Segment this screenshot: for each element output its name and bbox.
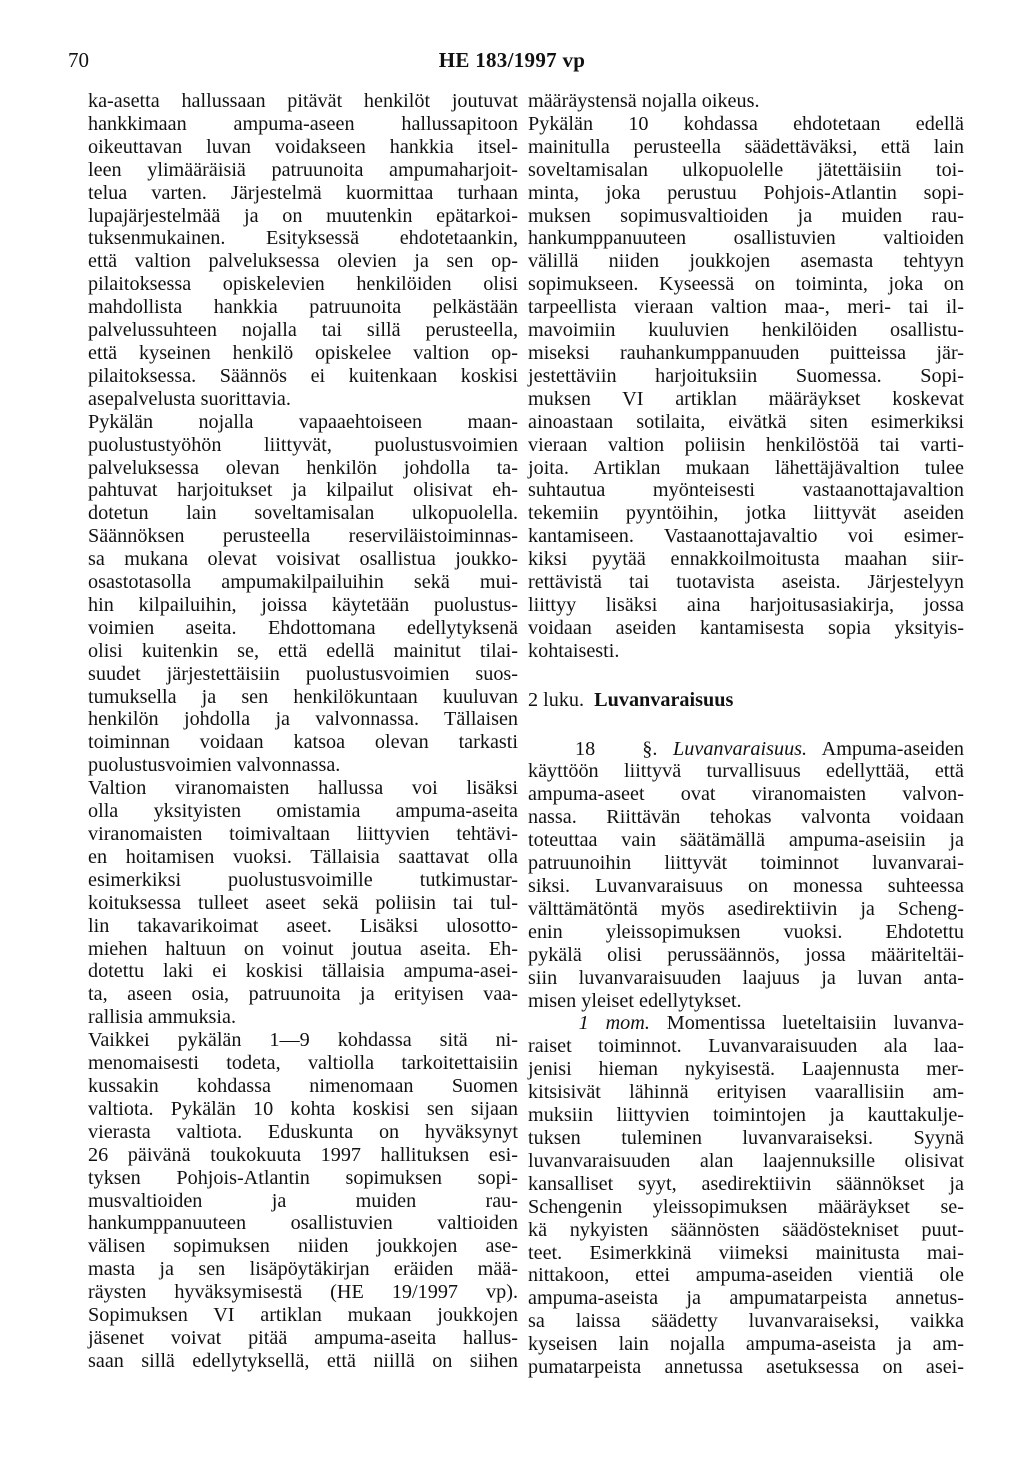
text-line: muksen VI artiklan määräykset koskevat [528, 387, 964, 410]
text-line: miehen haltuun on voinut joutua aseita. Eh- [88, 937, 518, 960]
chapter-number: 2 luku. [528, 688, 585, 711]
text-line: vieraan valtion poliisin henkilöstöä tai varti- [528, 433, 964, 456]
text-line: asepalvelusta suorittavia. [88, 387, 291, 410]
text-line: käyttöön liittyvä turvallisuus edellyttää, että [528, 760, 964, 783]
text-line: vierasta valtiota. Eduskunta on hyväksynyt [88, 1120, 518, 1143]
text-line: mainitulla perusteella säädettäväksi, että lain [528, 135, 964, 158]
text-line: että valtion palveluksessa olevien ja sen op- [88, 250, 518, 273]
text-line: palvelussuhteen nojalla tai sillä perusteella, [88, 319, 518, 342]
section-title: Luvanvaraisuus. [673, 737, 808, 760]
text-line: Säännöksen perusteella reserviläistoiminnas- [88, 525, 518, 548]
text-line: rallisia ammuksia. [88, 1006, 237, 1029]
text-line: Pykälän nojalla vapaaehtoiseen maan- [88, 410, 518, 433]
text-line: esimerkiksi puolustusvoimille tutkimustar- [88, 868, 518, 891]
text-line: kitsisivät lähinnä erityisen vaarallisiin am- [528, 1081, 964, 1104]
text-line: voimien aseita. Ehdottomana edellytyksenä [88, 616, 518, 639]
text-line: hin kilpailuihin, joissa käytetään puolustus- [88, 593, 518, 616]
text-line: hankumppanuuteen osallistuvien valtioiden [528, 227, 964, 250]
text-line: voidaan aseiden kantamisesta sopia yksityis- [528, 616, 964, 639]
text-line: luvanvaraisuuden alan laajennuksille olisivat [528, 1149, 964, 1172]
text-line: liittyy lisäksi aina harjoitusasiakirja, jossa [528, 593, 964, 616]
section-body-text [528, 760, 964, 1012]
text-line: saan sillä edellytyksellä, että niillä on siihen [88, 1349, 518, 1372]
text-line: ampuma-aseista ja ampumatarpeista annetus- [528, 1287, 964, 1310]
text-line: välttämätöntä myös asedirektiivin ja Scheng- [528, 897, 964, 920]
text-line: tuksenmukainen. Esityksessä ehdotetaankin, [88, 227, 518, 250]
text-line: joita. Artiklan mukaan lähettäjävaltion tulee [528, 456, 964, 479]
text-line: ka-asetta hallussaan pitävät henkilöt joutuvat [88, 90, 518, 112]
text-line: jäsenet voivat pitää ampuma-aseita hallus- [88, 1326, 518, 1349]
text-line: ta, aseen osia, patruunoita ja erityisen vaa- [88, 983, 518, 1006]
text-line: välisen sopimuksen niiden joukkojen ase- [88, 1235, 518, 1258]
text-line: pilaitoksessa opiskelevien henkilöiden olisi [88, 273, 518, 296]
text-line: kä nykyisten säännösten säädöstekniset puut- [528, 1218, 964, 1241]
text-line: tekemiin pyyntöihin, jotka liittyvät aseiden [528, 502, 964, 525]
text-line: jestettäviin harjoituksiin Suomessa. Sopi- [528, 364, 964, 387]
text-line: puolustustyöhön liittyvät, puolustusvoimien [88, 433, 518, 456]
text-line: misen yleiset edellytykset. [528, 989, 742, 1012]
text-line: masta ja sen lisäpöytäkirjan eräiden mää- [88, 1258, 518, 1281]
text-line: siksi. Luvanvaraisuus on monessa suhteessa [528, 875, 964, 897]
text-line: jenisi hieman nykyisestä. Laajennusta mer- [528, 1058, 964, 1081]
chapter-heading [528, 689, 964, 712]
text-line: kussakin kohdassa nimenomaan Suomen [88, 1074, 518, 1097]
text-line: teet. Esimerkkinä viimeksi mainitusta mai- [528, 1241, 964, 1264]
text-line: tarpeellista vieraan valtion maa-, meri- tai il- [528, 296, 964, 319]
text-line: en hoitamisen vuoksi. Tällaisia saattavat olla [88, 845, 518, 868]
text-line: tyksen Pohjois-Atlantin sopimuksen sopi- [88, 1166, 518, 1189]
right-column [528, 90, 964, 1379]
text-line: määräystensä nojalla oikeus. [528, 90, 760, 112]
text-line: henkilön johdolla ja valvonnassa. Tällaisen [88, 708, 518, 731]
text-line: patruunoihin liittyvät toiminnot luvanvarai- [528, 852, 964, 875]
text-line: muksiin liittyvien toimintojen ja kauttakulje- [528, 1104, 964, 1127]
text-line: siin luvanvaraisuuden laajuus ja luvan anta- [528, 966, 964, 989]
running-title: HE 183/1997 vp [438, 48, 586, 72]
text-line: sa laissa säädetty luvanvaraiseksi, vaikka [528, 1310, 964, 1333]
text-line: pykälä olisi perussäännös, jossa määriteltäi- [528, 943, 964, 966]
text-line: Vaikkei pykälän 1—9 kohdassa sitä ni- [88, 1029, 518, 1052]
text-line: menomaisesti todeta, valtiolla tarkoitettaisiin [88, 1052, 518, 1075]
text-line: suudet järjestettäisiin puolustusvoimien suos- [88, 662, 518, 685]
text-line: puolustusvoimien valvonnassa. [88, 754, 341, 777]
text-line: rettävistä tai tuotavista aseista. Järjestelyyn [528, 571, 964, 594]
text-line: 26 päivänä toukokuuta 1997 hallituksen esi- [88, 1143, 518, 1166]
text-line: kyseisen lain nojalla ampuma-aseista ja am- [528, 1333, 964, 1356]
text-line: kiksi pyytää ennakkoilmoitusta maahan siir- [528, 548, 964, 571]
text-line: kantamiseen. Vastaanottajavaltio voi esimer- [528, 525, 964, 548]
text-line: tumuksella ja sen henkilökuntaan kuuluvan [88, 685, 518, 708]
text-line: Valtion viranomaisten hallussa voi lisäksi [88, 777, 518, 800]
text-line: sa mukana olevat voisivat osallistua joukko- [88, 548, 518, 571]
text-line: Schengenin yleissopimuksen määräykset se- [528, 1195, 964, 1218]
text-line: mahdollista hankkia patruunoita pelkästään [88, 296, 518, 319]
page-number: 70 [68, 48, 89, 72]
text-line: mavoimiin kuuluvien henkilöiden osallistu- [528, 319, 964, 342]
text-line: raiset toiminnot. Luvanvaraisuuden ala laa- [528, 1035, 964, 1058]
text-line: Pykälän 10 kohdassa ehdotetaan edellä [528, 112, 964, 135]
section-heading-line [528, 738, 964, 761]
text-line: musvaltioiden ja muiden rau- [88, 1189, 518, 1212]
text-line: pilaitoksessa. Säännös ei kuitenkaan koskisi [88, 364, 518, 387]
text-line: pumatarpeista annetussa asetuksessa on asei- [528, 1356, 964, 1379]
text-line: Sopimuksen VI artiklan mukaan joukkojen [88, 1304, 518, 1327]
left-column [88, 90, 518, 1373]
text-line: telua varten. Järjestelmä kuormittaa turhaan [88, 181, 518, 204]
text-line: toiminnan voidaan katsoa olevan tarkasti [88, 731, 518, 754]
text-line: kansalliset syyt, asedirektiivin säännökset ja [528, 1172, 964, 1195]
text-line: sopimukseen. Kyseessä on toiminta, joka on [528, 273, 964, 296]
moment-label: 1 mom. [578, 1012, 650, 1035]
text-line: pahtuvat harjoitukset ja kilpailut olisivat eh- [88, 479, 518, 502]
text-line: tuksen tuleminen luvanvaraiseksi. Syynä [528, 1126, 964, 1149]
text-line: kohtaisesti. [528, 639, 620, 662]
moment-heading-line [528, 1012, 964, 1035]
text-line: miseksi rauhankumppanuuden puitteissa jär- [528, 341, 964, 364]
section-first-line: Ampuma-aseiden [821, 737, 965, 760]
text-line: osastotasolla ampumakilpailuihin sekä mui- [88, 571, 518, 594]
text-line: toteuttaa vain säätämällä ampuma-aseisiin ja [528, 829, 964, 852]
moment-first-line: Momentissa lueteltaisiin luvanva- [666, 1012, 964, 1035]
moment-body-text [528, 1035, 964, 1379]
text-line: hankumppanuuteen osallistuvien valtioiden [88, 1212, 518, 1235]
text-line: olla yksityisten omistamia ampuma-aseita [88, 800, 518, 823]
text-line: minta, joka perustuu Pohjois-Atlantin sopi- [528, 181, 964, 204]
text-line: nassa. Riittävän tehokas valvonta voidaan [528, 806, 964, 829]
text-line: olisi kuitenkin se, että edellä mainitut tilai- [88, 639, 518, 662]
right-column-top-text [528, 90, 964, 663]
text-line: ampuma-aseet ovat viranomaisten valvon- [528, 783, 964, 806]
text-line: viranomaisten toimivaltaan liittyvien tehtävi- [88, 823, 518, 845]
text-line: hankkimaan ampuma-aseen hallussapitoon [88, 112, 518, 135]
text-line: palveluksessa olevan henkilön johdolla ta- [88, 456, 518, 479]
text-line: leen ylimääräisiä patruunoita ampumaharjoit- [88, 158, 518, 181]
text-line: koituksessa tulleet aseet sekä poliisin tai tul- [88, 891, 518, 914]
text-line: valtiota. Pykälän 10 kohta koskisi sen sijaan [88, 1097, 518, 1120]
text-line: lin takavarikoimat aseet. Lisäksi ulosotto- [88, 914, 518, 937]
text-line: oikeuttavan luvan voidakseen hankkia itsel- [88, 135, 518, 158]
text-line: enin yleissopimuksen vuoksi. Ehdotettu [528, 920, 964, 943]
section-sign: §. [642, 737, 658, 760]
section-number: 18 [575, 737, 596, 760]
text-line: soveltamisalan ulkopuolelle jätettäisiin toi- [528, 158, 964, 181]
text-line: välillä niiden joukkojen asemasta tehtyyn [528, 250, 964, 273]
text-line: dotetun lain soveltamisalan ulkopuolella. [88, 502, 518, 525]
page-header [0, 48, 1024, 78]
text-line: lupajärjestelmää ja on muutenkin epätarkoi- [88, 204, 518, 227]
text-line: räysten hyväksymisestä (HE 19/1997 vp). [88, 1281, 518, 1304]
text-line: suhtautua myönteisesti vastaanottajavaltion [528, 479, 964, 502]
text-line: että kyseinen henkilö opiskelee valtion op- [88, 341, 518, 364]
text-line: muksen sopimusvaltioiden ja muiden rau- [528, 204, 964, 227]
text-line: dotettu laki ei koskisi tällaisia ampuma-asei- [88, 960, 518, 983]
chapter-title: Luvanvaraisuus [594, 688, 734, 711]
text-line: ainoastaan sotilaita, eivätkä siten esimerkiksi [528, 410, 964, 433]
text-line: nittakoon, ettei ampuma-aseiden vientiä ole [528, 1264, 964, 1287]
